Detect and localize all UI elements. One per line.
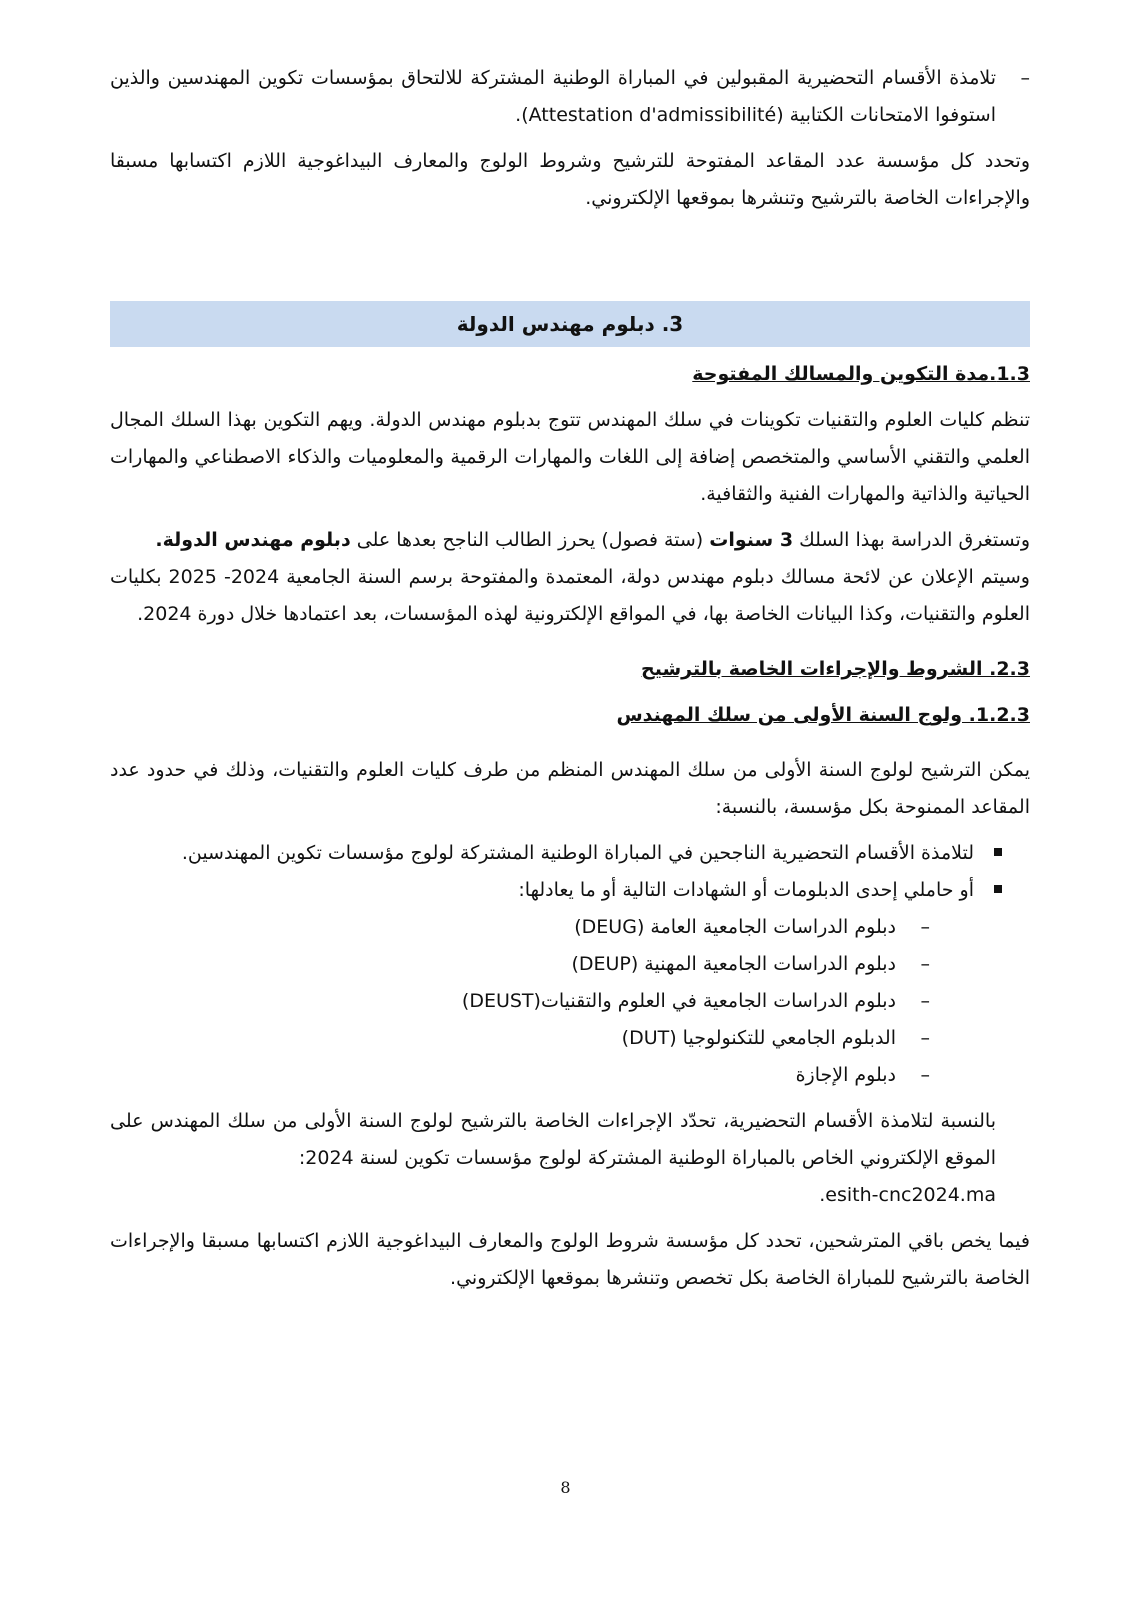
intro-list-item <box>110 60 1030 134</box>
intro-item-text: تلامذة الأقسام التحضيرية المقبولين في المباراة الوطنية المشتركة للالتحاق بمؤسسات تكوين المهندسين والذين استوفوا الامتحانات الكتابية (Attestation d'admissibilité). <box>110 67 996 126</box>
eligibility-paragraph: يمكن الترشيح لولوج السنة الأولى من سلك المهندس المنظم من طرف كليات العلوم والتقنيات، وذلك في حدود عدد المقاعد الممنوحة بكل مؤسسة، بالنسبة: <box>110 759 1030 818</box>
eligibility-list <box>110 835 1030 909</box>
duration-text-middle: (ستة فصول) يحرز الطالب الناجح بعدها على <box>350 529 710 551</box>
duration-paragraph <box>110 522 1030 559</box>
diploma-list <box>110 909 1030 1094</box>
list-item: – دبلوم الإجازة <box>110 1057 930 1094</box>
page-content <box>110 60 1030 1297</box>
subsection-heading-2-3: 2.3. الشروط والإجراءات الخاصة بالترشيح <box>641 658 1030 680</box>
square-bullet-icon <box>994 885 1002 893</box>
training-paragraph: تنظم كليات العلوم والتقنيات تكوينات في سلك المهندس تتوج بدبلوم مهندس الدولة. ويهم التكوين بهذا السلك المجال العلمي والتقني الأساسي والمتخصص إضافة إلى اللغات والمهارات الرقمية والمعلوميات والذكاء الاصطناعي والمهارات الحياتية والذاتية والمهارات الفنية والثقافية. <box>110 409 1030 505</box>
list-item: – دبلوم الدراسات الجامعية المهنية (DEUP) <box>110 946 930 983</box>
duration-text-start: وتستغرق الدراسة بهذا السلك <box>793 529 1030 551</box>
dash-marker: – <box>920 953 930 975</box>
subsection-heading-1-3: 1.3.مدة التكوين والمسالك المفتوحة <box>692 363 1030 385</box>
list-item: – دبلوم الدراسات الجامعية العامة (DEUG) <box>110 909 930 946</box>
prep-note-block <box>110 1103 1030 1214</box>
subsection-heading-1-2-3: 1.2.3. ولوج السنة الأولى من سلك المهندس <box>616 704 1030 726</box>
announcement-paragraph: وسيتم الإعلان عن لائحة مسالك دبلوم مهندس دولة، المعتمدة والمفتوحة برسم السنة الجامعية 2024- 2025 بكليات العلوم والتقنيات، وكذا البيانات الخاصة بها، في المواقع الإلكترونية لهذه المؤسسات، بعد اعتمادها خلال دورة 2024. <box>110 566 1030 625</box>
dash-marker: – <box>920 990 930 1012</box>
closing-paragraph: فيما يخص باقي المترشحين، تحدد كل مؤسسة شروط الولوج والمعارف البيداغوجية اللازم اكتسابها مسبقا والإجراءات الخاصة بالترشيح للمباراة الخاصة بكل تخصص وتنشرها بموقعها الإلكتروني. <box>110 1230 1030 1289</box>
dash-marker: – <box>1020 67 1030 89</box>
website-link[interactable]: esith-cnc2024.ma. <box>819 1184 996 1206</box>
diploma-name: دبلوم مهندس الدولة. <box>155 529 351 551</box>
list-item: – الدبلوم الجامعي للتكنولوجيا (DUT) <box>110 1020 930 1057</box>
dash-marker: – <box>920 1027 930 1049</box>
dash-marker: – <box>920 1064 930 1086</box>
list-item: أو حاملي إحدى الدبلومات أو الشهادات التالية أو ما يعادلها: <box>110 872 1002 909</box>
section-title: 3. دبلوم مهندس الدولة <box>110 301 1030 347</box>
dash-marker: – <box>920 916 930 938</box>
duration-years: 3 سنوات <box>709 529 794 551</box>
page-number: 8 <box>560 1478 571 1497</box>
square-bullet-icon <box>994 848 1002 856</box>
prep-note-paragraph: بالنسبة لتلامذة الأقسام التحضيرية، تحدّد الإجراءات الخاصة بالترشيح لولوج السنة الأولى من سلك المهندس على الموقع الإلكتروني الخاص بالمباراة الوطنية المشتركة لولوج مؤسسات تكوين لسنة 2024: <box>110 1110 996 1169</box>
list-item: لتلامذة الأقسام التحضيرية الناجحين في المباراة الوطنية المشتركة لولوج مؤسسات تكوين المهندسين. <box>110 835 1002 872</box>
list-item: – دبلوم الدراسات الجامعية في العلوم والتقنيات(DEUST) <box>110 983 930 1020</box>
intro-paragraph: وتحدد كل مؤسسة عدد المقاعد المفتوحة للترشيح وشروط الولوج والمعارف البيداغوجية اللازم اكتسابها مسبقا والإجراءات الخاصة بالترشيح وتنشرها بموقعها الإلكتروني. <box>110 150 1030 209</box>
